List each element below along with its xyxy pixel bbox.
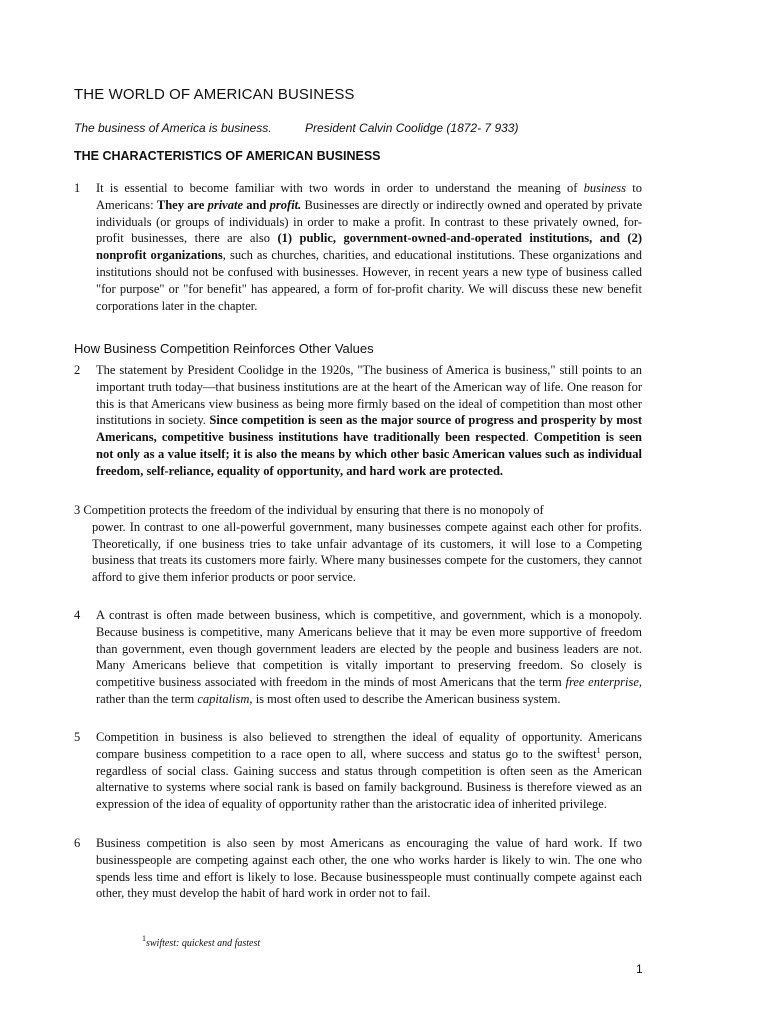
text-run-bold-italic: private xyxy=(207,197,244,212)
text-run: Businesses are directly or indirectly owned and operated by private individuals (or groups of individuals) in order to make a profit. In contrast to these privately owned, for-profit businesses, there are also xyxy=(96,197,642,246)
page-title: THE WORLD OF AMERICAN BUSINESS xyxy=(74,86,355,103)
paragraph-4 xyxy=(74,607,642,708)
paragraph-1 xyxy=(74,180,642,314)
epigraph-attribution: President Calvin Coolidge (1872- 7 933) xyxy=(305,121,519,135)
text-run: Competition in business is also believed to strengthen the ideal of equality of opportunity. Americans compare business competition to a race open to all, where success and status go to the swiftest xyxy=(96,730,642,761)
text-run: . xyxy=(525,430,534,445)
text-run-bold-italic: profit. xyxy=(269,197,302,212)
text-run: Competition protects the freedom of the individual by ensuring that there is no monopoly of xyxy=(83,503,544,517)
text-run-italic: free enterprise, xyxy=(565,675,642,690)
paragraph-number: 2 xyxy=(74,363,81,377)
page-number: 1 xyxy=(636,962,643,976)
text-run: person, regardless of social class. Gaining success and status through competition is often seen as the American alternative to systems where social rank is based on family background. Business is therefore viewed as an expression of the idea of equality of opportunity rather than the aristocratic idea of inherited privilege. xyxy=(96,746,643,812)
paragraph-number: 3 xyxy=(74,503,81,517)
text-run: The statement by President Coolidge in the 1920s, "The business of America is business," still points to an important truth today—that business institutions are at the heart of the American way of life. One reason for this is that Americans view business as being more firmly based on the ideal of competition than most other institutions in society. xyxy=(96,363,642,428)
text-run: is most often used to describe the American business system. xyxy=(252,691,561,706)
text-run: , such as churches, charities, and educational institutions. These organizations and institutions should not be confused with businesses. However, in recent years a new type of business called "for purpose" or "for benefit" has appeared, a form of for-profit charity. We will discuss these new benefit corporations later in the chapter. xyxy=(96,248,642,313)
paragraph-number: 5 xyxy=(74,730,81,744)
text-run: Business competition is also seen by most Americans as encouraging the value of hard work. If two businesspeople are competing against each other, the one who works harder is likely to win. The one who spends less time and effort is likely to lose. Because businesspeople must continually compete against each other, they must develop the habit of hard work in order not to fail. xyxy=(96,836,642,901)
text-run-bold: and xyxy=(243,197,270,212)
footnote xyxy=(142,934,261,949)
text-run-bold: (1) public, government-owned-and-operated institutions, and (2) nonprofit organizations xyxy=(96,231,642,263)
text-run-italic: business xyxy=(583,181,627,195)
text-run: A contrast is often made between business, which is competitive, and government, which is a monopoly. Because business is competitive, many Americans believe that it may be even more supportive of freedom than government, even though government leaders are elected by the people and business leaders are not. Many Americans believe that competition is vitally important to preserving freedom. So closely is competitive business associated with freedom in the minds of most Americans that the term xyxy=(96,608,642,690)
text-run: to Americans: xyxy=(96,181,642,212)
paragraph-number: 6 xyxy=(74,836,81,850)
text-run: rather than the term xyxy=(96,691,198,706)
subsection-heading: How Business Competition Reinforces Other Values xyxy=(74,341,374,356)
paragraph-6 xyxy=(74,835,642,902)
text-run-bold: Competition is seen not only as a value itself; it is also the means by which other basic American values such as individual freedom, self-reliance, equality of opportunity, and hard work are protected. xyxy=(96,430,642,478)
paragraph-number: 4 xyxy=(74,608,81,622)
epigraph-quote: The business of America is business. xyxy=(74,121,272,135)
text-run-bold: Since competition is seen as the major source of progress and prosperity by most Americans, competitive business institutions have traditionally been respected xyxy=(96,413,642,445)
paragraph-number: 1 xyxy=(74,181,81,195)
paragraph-5 xyxy=(74,729,643,813)
footnote-text: swiftest: quickest and fastest xyxy=(146,938,261,949)
text-run-bold: They are xyxy=(156,197,208,212)
text-run-italic: capitalism, xyxy=(197,691,253,706)
paragraph-3 xyxy=(74,502,642,586)
section-heading: THE CHARACTERISTICS OF AMERICAN BUSINESS xyxy=(74,149,381,163)
footnote-marker: 1 xyxy=(596,745,601,755)
text-run: power. In contrast to one all-powerful government, many businesses compete against each other for profits. Theoretically, if one business tries to take unfair advantage of its customers, it will lose to a Competing business that treats its customers more fairly. Where many businesses compete for the customers, they cannot afford to give them inferior products or poor service. xyxy=(92,519,642,585)
paragraph-2 xyxy=(74,362,642,480)
paragraph-first-line xyxy=(74,502,642,519)
text-run: It is essential to become familiar with two words in order to understand the meaning of xyxy=(96,181,584,195)
epigraph xyxy=(74,121,519,135)
footnote-marker: 1 xyxy=(142,934,146,943)
